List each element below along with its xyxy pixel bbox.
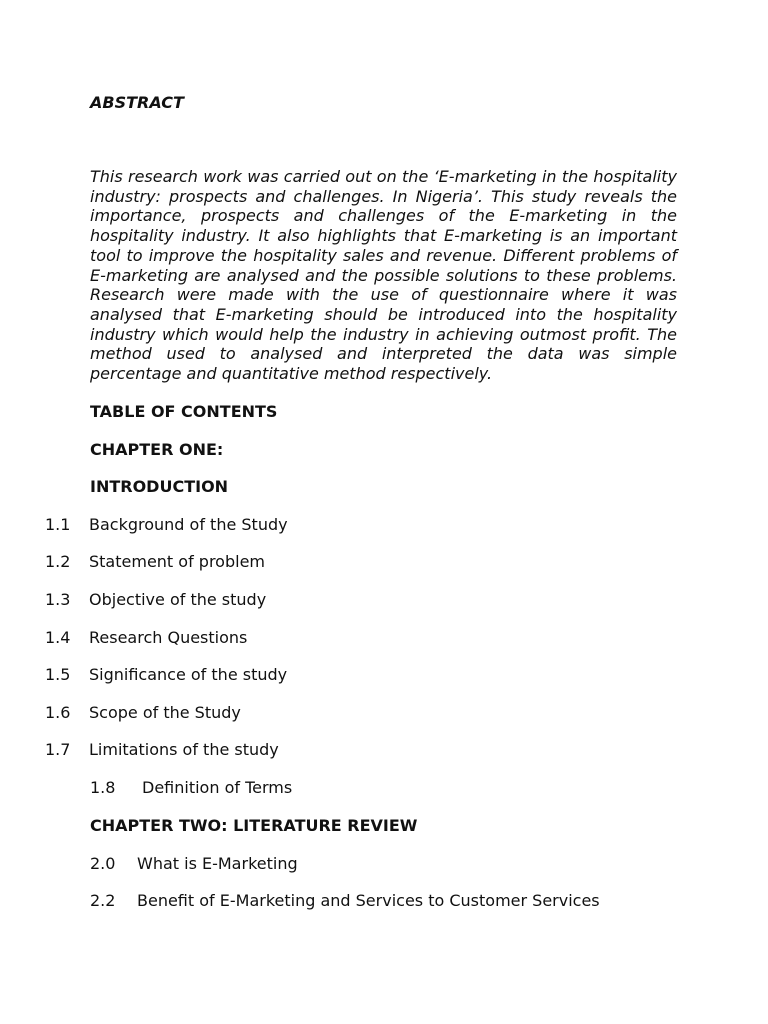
chapter-one-title: CHAPTER ONE: (90, 440, 224, 459)
list-item (90, 891, 600, 911)
list-item (45, 740, 279, 760)
chapter-one-subtitle: INTRODUCTION (90, 477, 229, 496)
item-number: 1.8 (90, 778, 116, 797)
list-item (90, 854, 298, 874)
list-item (45, 552, 265, 572)
list-item (45, 665, 287, 685)
item-number: 1.4 (45, 628, 71, 647)
list-item (45, 703, 241, 723)
item-label: Research Questions (89, 628, 248, 647)
abstract-title: ABSTRACT (90, 93, 184, 112)
item-label: Background of the Study (89, 515, 288, 534)
list-item (45, 515, 288, 535)
item-number: 1.5 (45, 665, 71, 684)
item-label: Significance of the study (89, 665, 288, 684)
item-number: 2.0 (90, 854, 116, 873)
item-number: 1.3 (45, 590, 71, 609)
item-label: Limitations of the study (89, 740, 279, 759)
item-label: Definition of Terms (142, 778, 293, 797)
item-number: 1.1 (45, 515, 71, 534)
item-number: 1.6 (45, 703, 71, 722)
abstract-body: This research work was carried out on the ‘E-marketing in the hospitality industry: prospects and challenges. In Nigeria’. This study reveals the importance, prospects and challenges of the E-marketing in the hospitality industry. It also highlights that E-marketing is an important tool to improve the hospitality sales and revenue. Different problems of E-marketing are analysed and the possible solutions to these problems. Research were made with the use of questionnaire where it was analysed that E-marketing should be introduced into the hospitality industry which would help the industry in achieving outmost profit. The method used to analysed and interpreted the data was simple percentage and quantitative method respectively. (90, 167, 677, 384)
item-number: 2.2 (90, 891, 116, 910)
item-label: Benefit of E-Marketing and Services to Customer Services (137, 891, 600, 910)
item-number: 1.7 (45, 740, 71, 759)
item-label: What is E-Marketing (137, 854, 298, 873)
list-item (45, 590, 266, 610)
chapter-two-title: CHAPTER TWO: LITERATURE REVIEW (90, 816, 418, 835)
list-item (45, 628, 247, 648)
item-number: 1.2 (45, 552, 71, 571)
list-item (90, 778, 292, 798)
item-label: Objective of the study (89, 590, 267, 609)
item-label: Statement of problem (89, 552, 265, 571)
toc-title: TABLE OF CONTENTS (90, 402, 278, 421)
item-label: Scope of the Study (89, 703, 241, 722)
